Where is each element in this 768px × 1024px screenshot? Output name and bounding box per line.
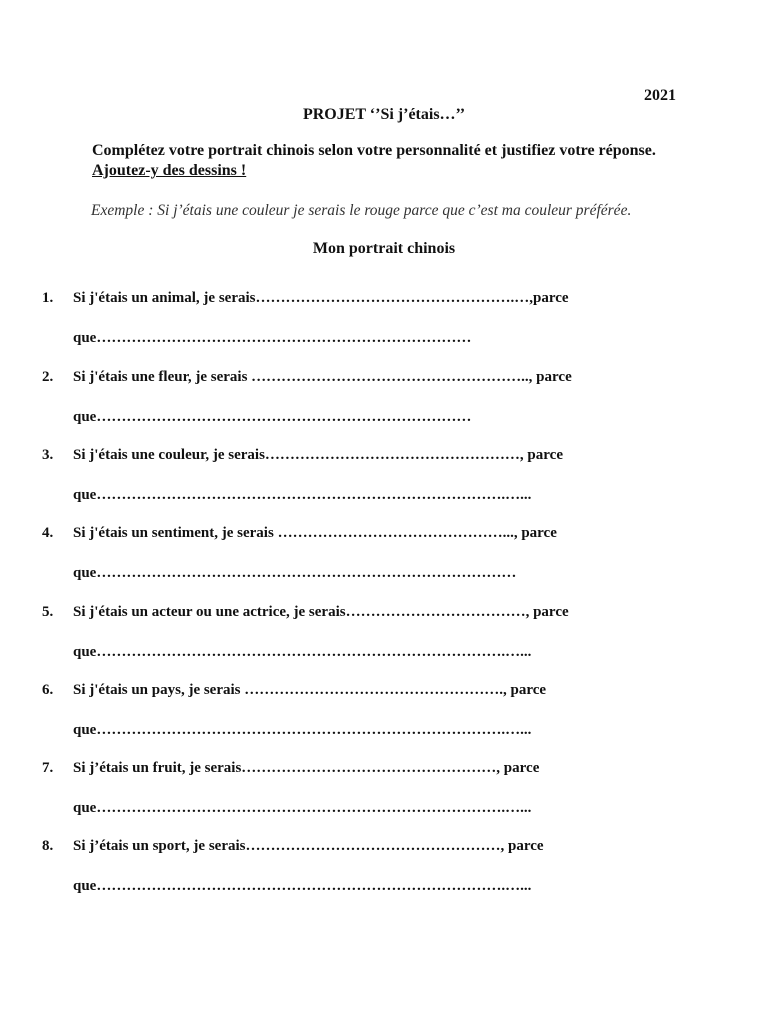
question-number: 1. xyxy=(42,290,54,306)
question-prompt[interactable]: Si j'étais une fleur, je serais ……………………………………………….., parce xyxy=(73,369,572,385)
question-answer-line[interactable]: que……………………………………………………………………….…... xyxy=(73,487,532,503)
question-prompt[interactable]: Si j'étais un sentiment, je serais ………………………………………..., parce xyxy=(73,525,557,541)
instructions-text: Complétez votre portrait chinois selon votre personnalité et justifiez votre réponse. xyxy=(92,142,656,159)
instructions-underlined: Ajoutez-y des dessins ! xyxy=(92,162,247,179)
question-prompt[interactable]: Si j'étais un pays, je serais ……………………………………………., parce xyxy=(73,682,547,698)
question-answer-line[interactable]: que……………………………………………………………………….…... xyxy=(73,878,532,894)
question-number: 6. xyxy=(42,682,54,698)
question-answer-line[interactable]: que………………………………………………………………… xyxy=(73,330,472,346)
question-number: 3. xyxy=(42,447,54,463)
question-number: 4. xyxy=(42,525,54,541)
question-number: 7. xyxy=(42,760,54,776)
question-number: 8. xyxy=(42,838,54,854)
question-prompt[interactable]: Si j’étais un fruit, je serais……………………………………………, parce xyxy=(73,760,540,776)
page-title: PROJET ‘’Si j’étais…’’ xyxy=(302,106,466,123)
question-number: 2. xyxy=(42,369,54,385)
question-answer-line[interactable]: que……………………………………………………………………….…... xyxy=(73,722,532,738)
instructions xyxy=(92,141,682,181)
question-prompt[interactable]: Si j'étais un animal, je serais…………………………………………….…,parce xyxy=(73,290,569,306)
question-answer-line[interactable]: que………………………………………………………………… xyxy=(73,409,472,425)
example-text: Exemple : Si j’étais une couleur je serais le rouge parce que c’est ma couleur préférée. xyxy=(91,202,632,219)
question-answer-line[interactable]: que……………………………………………………………………….…... xyxy=(73,644,532,660)
question-answer-line[interactable]: que……………………………………………………………………….…... xyxy=(73,800,532,816)
question-answer-line[interactable]: que………………………………………………………………………… xyxy=(73,565,517,581)
section-subtitle: Mon portrait chinois xyxy=(312,240,456,257)
question-prompt[interactable]: Si j’étais un sport, je serais……………………………………………, parce xyxy=(73,838,544,854)
question-number: 5. xyxy=(42,604,54,620)
year-label: 2021 xyxy=(644,87,676,104)
question-prompt[interactable]: Si j'étais une couleur, je serais……………………………………………, parce xyxy=(73,447,563,463)
question-prompt[interactable]: Si j'étais un acteur ou une actrice, je serais………………………………, parce xyxy=(73,604,569,620)
